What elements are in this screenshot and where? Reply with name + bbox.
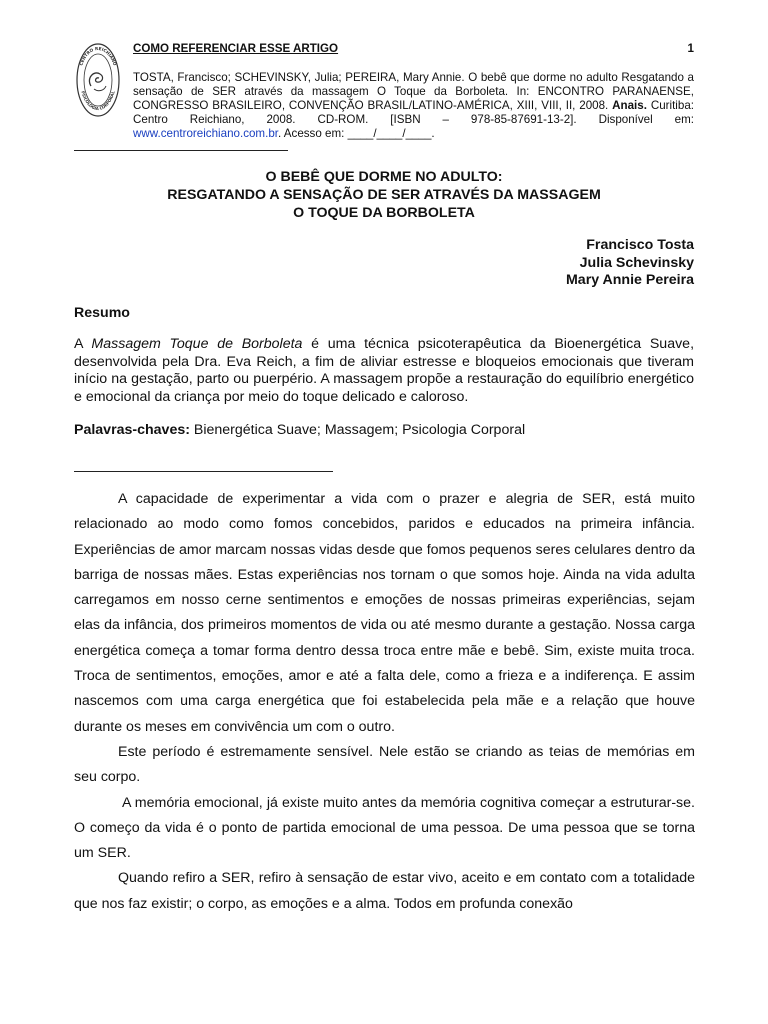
body-paragraph: A memória emocional, já existe muito antes da memória cognitiva começar a estruturar-se. O começo da vida é o ponto de partida emocional de uma pessoa. De uma pessoa que se torna um SER. <box>74 794 695 862</box>
abstract-divider <box>74 471 333 472</box>
author-name: Francisco Tosta <box>586 237 694 253</box>
seal-text-inner: PSICOLOGIA CORPORAL <box>80 90 116 112</box>
citation-anais: Anais. <box>612 99 647 113</box>
body-paragraph: Este período é estremamente sensível. Nele estão se criando as teias de memórias em seu corpo. <box>74 743 695 786</box>
header-divider <box>74 150 288 151</box>
centro-reichiano-seal <box>74 36 122 120</box>
title-line-2: RESGATANDO A SENSAÇÃO DE SER ATRAVÉS DA MASSAGEM <box>167 187 601 203</box>
author-name: Julia Schevinsky <box>579 254 694 271</box>
reference-label: COMO REFERENCIAR ESSE ARTIGO <box>133 42 339 55</box>
citation-text: TOSTA, Francisco; SCHEVINSKY, Julia; PEREIRA, Mary Annie. O bebê que dorme no adulto Resgatando a sensação de SER através da massagem O Toque da Borboleta. In: ENCONTRO PARANAENSE, CONGRESSO BRASILEIRO, CONVENÇÃO BRASIL/LATINO-AMÉRICA, XIII, VIII, II, 2008. Anais. Curitiba: Centro Reichiano, 2008. CD-ROM. [ISBN – 978-85-87691-13-2]. Disponível em: www.centroreichiano.com.br. Acesso em: ____/____/____. <box>133 71 694 141</box>
author-list <box>566 237 694 290</box>
page-number: 1 <box>687 42 694 55</box>
title-line-3: O TOQUE DA BORBOLETA <box>293 205 475 221</box>
article-body <box>74 487 695 917</box>
title-line-1: O BEBÊ QUE DORME NO ADULTO: <box>265 169 503 185</box>
svg-text:PSICOLOGIA CORPORAL <box>80 90 115 111</box>
keywords-label: Palavras-chaves: <box>74 422 190 438</box>
keywords-text: Bienergética Suave; Massagem; Psicologia Corporal <box>189 422 526 438</box>
abstract-technique-name: Massagem Toque de Borboleta <box>91 336 303 352</box>
citation-header <box>133 42 694 142</box>
author-name: Mary Annie Pereira <box>565 272 694 288</box>
centroreichiano-link[interactable]: www.centroreichiano.com.br <box>133 127 278 141</box>
svg-text:CENTRO REICHIANO <box>78 46 117 67</box>
abstract-text: A Massagem Toque de Borboleta é uma técnica psicoterapêutica da Bioenergética Suave, desenvolvida pela Dra. Eva Reich, a fim de aliviar estresse e bloqueios emocionais que tiveram início na gestação, parto ou puerpério. A massagem propõe a restauração do equilíbrio energético e emocional da criança por meio do toque delicado e caloroso. <box>74 336 695 405</box>
keywords <box>74 421 694 439</box>
article-title <box>74 168 694 222</box>
body-paragraph: A capacidade de experimentar a vida com o prazer e alegria de SER, está muito relacionado ao modo como fomos concebidos, paridos e educados na primeira infância. Experiências de amor marcam nossas vidas desde que fomos pequenos seres celulares dentro da barriga de nossas mães. Estas experiências nos tornam o que somos hoje. Ainda na vida adulta carregamos em nosso cerne sentimentos e emoções de nossas primeiras experiências, sejam elas da infância, dos primeiros momentos de vida ou até mesmo durante a gestação. Nossa carga energética começa a tomar forma dentro dessa troca entre mãe e bebê. Sim, existe muita troca. Troca de sentimentos, emoções, amor e até a falta dele, como a frieza e a indiferença. E assim nascemos com uma carga energética que foi estabelecida pela mãe e a relação que houve durante os meses em convivência um com o outro. <box>74 491 695 735</box>
abstract-heading: Resumo <box>74 305 130 321</box>
body-paragraph: Quando refiro a SER, refiro à sensação de estar vivo, aceito e em contato com a totalidade que nos faz existir; o corpo, as emoções e a alma. Todos em profunda conexão <box>74 870 695 912</box>
seal-text-outer: CENTRO REICHIANO <box>79 46 117 67</box>
